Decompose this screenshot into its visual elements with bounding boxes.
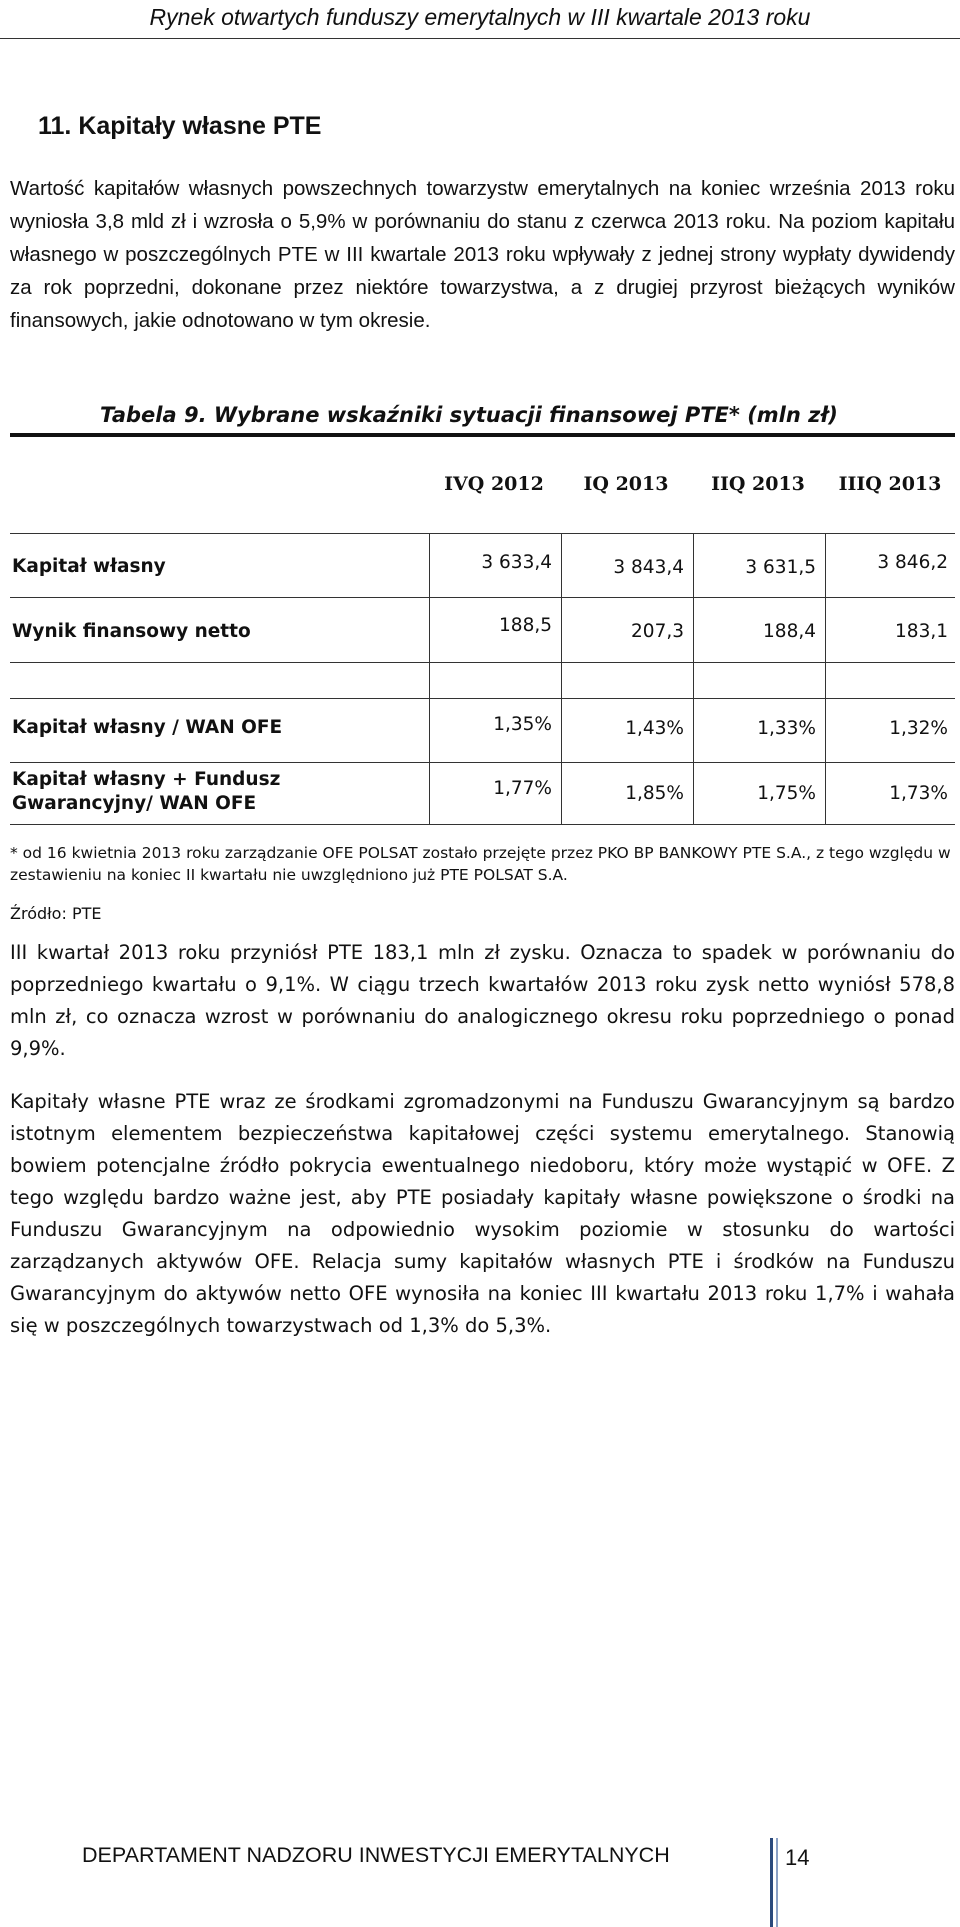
table-rule (10, 662, 955, 663)
paragraph-capital: Kapitały własne PTE wraz ze środkami zgromadzonymi na Funduszu Gwarancyjnym są bardzo istotnym elementem bezpieczeństwa kapitałowej części systemu emerytalnego. Stanowią bowiem potencjalne źródło pokrycia ewentualnego niedoboru, który może wystąpić w OFE. Z tego względu bardzo ważne jest, aby PTE posiadały kapitały własne powiększone o środki na Funduszu Gwarancyjnym na odpowiednio wysokim poziomie w stosunku do wartości zarządzanych aktywów OFE. Relacja sumy kapitałów własnych PTE i środków na Funduszu Gwarancyjnym do aktywów netto OFE wynosiła na koniec III kwartału 2013 roku 1,7% i wahała się w poszczególnych towarzystwach od 1,3% do 5,3%. (10, 1090, 955, 1337)
table-rule (10, 698, 955, 699)
footer-divider (776, 1838, 778, 1927)
section-title: 11. Kapitały własne PTE (38, 112, 322, 140)
table-cell: 1,33% (757, 718, 816, 739)
table-cell: 188,4 (763, 621, 816, 642)
footer-department: DEPARTAMENT NADZORU INWESTYCJI EMERYTALNYCH (82, 1843, 670, 1867)
table-caption: Tabela 9. Wybrane wskaźniki sytuacji finansowej PTE* (mln zł) (100, 403, 838, 427)
table-cell: 207,3 (631, 621, 684, 642)
table-cell: 1,32% (889, 718, 948, 739)
column-header-iq-2013: IQ 2013 (583, 473, 669, 495)
running-header-title: Rynek otwartych funduszy emerytalnych w III kwartale 2013 roku (149, 4, 811, 30)
column-header-iiiq-2013: IIIQ 2013 (838, 473, 942, 495)
table-rule (10, 762, 955, 763)
table-cell: 1,73% (889, 783, 948, 804)
table-cell: 188,5 (499, 615, 552, 636)
row-label-kapital-fundusz (12, 768, 280, 816)
table-cell: 3 631,5 (745, 557, 816, 578)
column-header-iiq-2013: IIQ 2013 (711, 473, 805, 495)
table-footnote: * od 16 kwietnia 2013 roku zarządzanie OFE POLSAT zostało przejęte przez PKO BP BANKOWY PTE S.A., z tego względu w zestawieniu na koniec II kwartału nie uwzględniono już PTE POLSAT S.A. (10, 844, 951, 884)
table-column-divider (825, 533, 826, 824)
table-cell: 3 846,2 (877, 552, 948, 573)
column-header-ivq-2012: IVQ 2012 (444, 473, 544, 495)
row-label-line: Kapitał własny + Fundusz (12, 769, 281, 790)
running-header (0, 0, 960, 39)
table-caption-rule (10, 433, 955, 437)
table-cell: 1,75% (757, 783, 816, 804)
table-cell: 183,1 (895, 621, 948, 642)
page-number: 14 (785, 1845, 810, 1870)
table-cell: 3 843,4 (613, 557, 684, 578)
table-rule (10, 533, 955, 534)
table-rule (10, 824, 955, 825)
footer-divider (770, 1838, 773, 1927)
table-source: Źródło: PTE (10, 904, 102, 923)
table-cell: 1,85% (625, 783, 684, 804)
row-label-kapital-wlasny: Kapitał własny (12, 556, 166, 577)
table-rule (10, 597, 955, 598)
row-label-kapital-wan: Kapitał własny / WAN OFE (12, 717, 283, 738)
table-cell: 1,43% (625, 718, 684, 739)
table-cell: 3 633,4 (481, 552, 552, 573)
paragraph-profit: III kwartał 2013 roku przyniósł PTE 183,1 mln zł zysku. Oznacza to spadek w porównaniu do poprzedniego kwartału o 9,1%. W ciągu trzech kwartałów 2013 roku zysk netto wyniósł 578,8 mln zł, co oznacza wzrost w porównaniu do analogicznego okresu roku poprzedniego o ponad 9,9%. (10, 941, 955, 1060)
table-cell: 1,35% (493, 714, 552, 735)
row-label-wynik-finansowy: Wynik finansowy netto (12, 621, 251, 642)
row-label-line: Gwarancyjny/ WAN OFE (12, 793, 257, 814)
intro-paragraph: Wartość kapitałów własnych powszechnych towarzystw emerytalnych na koniec września 2013 roku wyniosła 3,8 mld zł i wzrosła o 5,9% w porównaniu do stanu z czerwca 2013 roku. Na poziom kapitału własnego w poszczególnych PTE w III kwartale 2013 roku wpływały z jednej strony wypłaty dywidendy za rok poprzedni, dokonane przez niektóre towarzystwa, a z drugiej przyrost bieżących wyników finansowych, jakie odnotowano w tym okresie. (10, 177, 955, 332)
table-cell: 1,77% (493, 778, 552, 799)
